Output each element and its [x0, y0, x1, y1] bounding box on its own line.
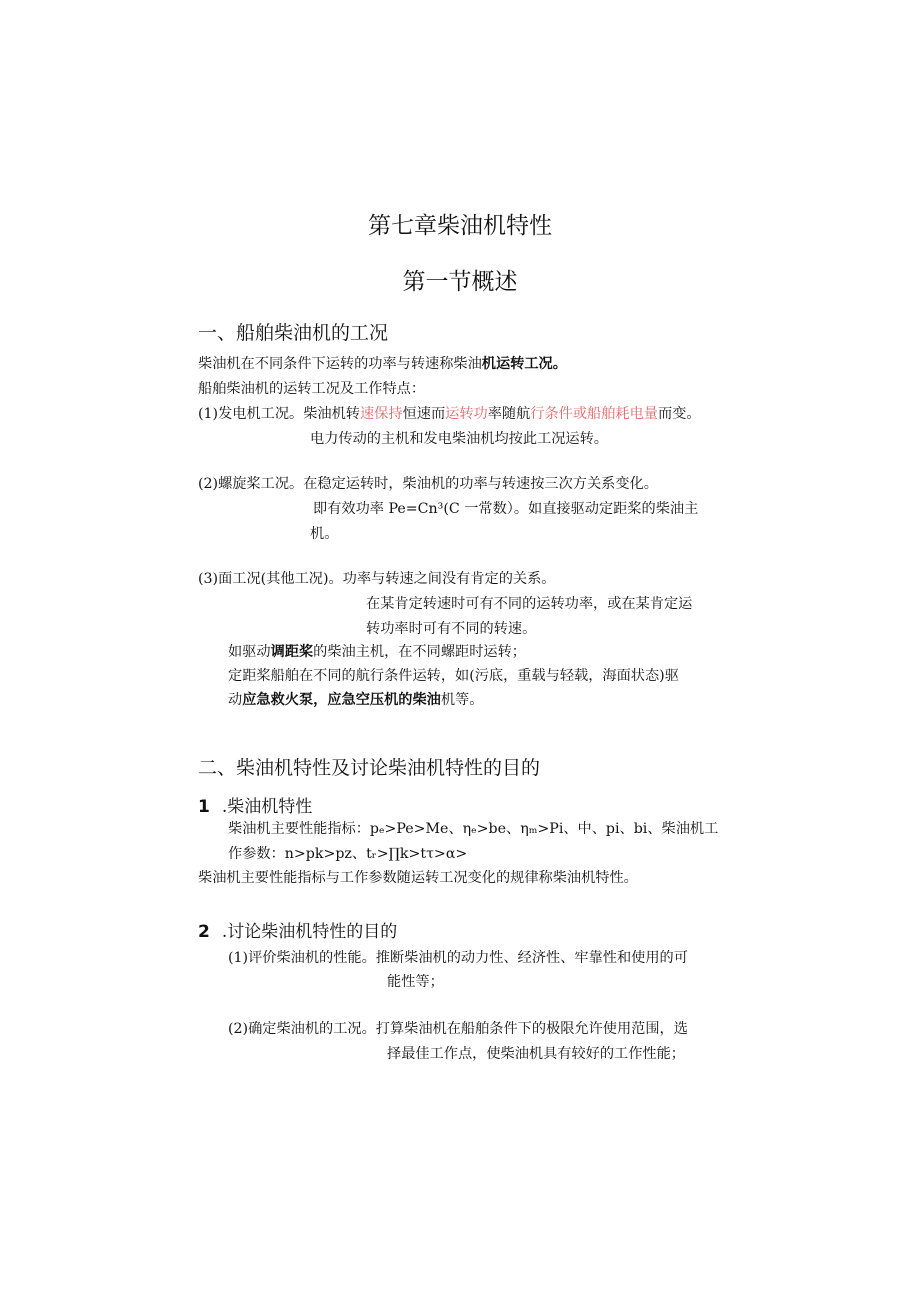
item3-line4-a: 如驱动 — [228, 644, 271, 660]
sub2-item2-line2: 择最佳工作点，使柴油机具有较好的工作性能； — [387, 1046, 685, 1062]
part1-heading: 一、船舶柴油机的工况 — [198, 322, 389, 344]
sub2-number: 2 — [198, 922, 210, 942]
item3-line6 — [228, 688, 483, 713]
item3-line6-b: 机等。 — [440, 692, 484, 708]
sub1-line3: 柴油机主要性能指标与工作参数随运转工况变化的规律称柴油机特性。 — [198, 870, 638, 886]
item1-line2: 电力传动的主机和发电柴油机均按此工况运转。 — [310, 431, 608, 447]
item1-text-d: 而变。 — [658, 406, 701, 422]
sub1-number: 1 — [198, 797, 210, 817]
intro-normal: 柴油机在不同条件下运转的功率与转速称柴油 — [198, 356, 482, 372]
item3-line2: 在某肯定转速时可有不同的运转功率，或在某肯定运 — [366, 596, 693, 612]
item3-line1: (3)面工况(其他工况)。功率与转速之间没有肯定的关系。 — [198, 571, 556, 587]
item3-line5: 定距桨船舶在不同的航行条件运转，如(污底，重载与轻载，海面状态)驱 — [228, 668, 679, 684]
item2-line1: (2)螺旋桨工况。在稳定运转时，柴油机的功率与转速按三次方关系变化。 — [198, 476, 658, 492]
item1-text-c: 率随航 — [487, 406, 531, 422]
chapter-title: 第七章柴油机特性 — [368, 213, 552, 239]
item1-text-b: 恒速而 — [402, 406, 446, 422]
sub2-item1-line2: 能性等； — [387, 974, 444, 990]
item3-line6-bold: 应急救火泵，应急空压机的柴油 — [242, 692, 441, 708]
item3-line3: 转功率时可有不同的转速。 — [366, 621, 537, 637]
item3-line6-a: 动 — [228, 692, 243, 708]
sub2-title: .讨论柴油机特性的目的 — [221, 922, 398, 942]
item1-text-a: (1)发电机工况。柴油机转 — [198, 406, 360, 422]
item3-line4-bold: 调距桨 — [270, 644, 314, 660]
item1-line1 — [198, 402, 701, 427]
sub1-line2: 作参数：n>pk>pz、tᵣ>∏k>tτ>α> — [228, 846, 468, 862]
item1-red-3: 行条件或船舶耗电量 — [530, 406, 658, 422]
sub2-item2-line1: (2)确定柴油机的工况。打算柴油机在船舶条件下的极限允许使用范围，选 — [228, 1021, 688, 1037]
item3-line4-b: 的柴油主机，在不同螺距时运转； — [313, 644, 526, 660]
sub1-title: .柴油机特性 — [221, 797, 313, 817]
sub2-heading — [198, 917, 397, 942]
part2-heading: 二、柴油机特性及讨论柴油机特性的目的 — [198, 757, 541, 779]
features-line: 船舶柴油机的运转工况及工作特点： — [198, 381, 426, 397]
item1-red-2: 运转功 — [445, 406, 488, 422]
intro-bold: 机运转工况。 — [481, 356, 567, 372]
item2-line3: 机。 — [310, 526, 339, 542]
item2-line2: 即有效功率 Pe=Cn³(C 一常数）。如直接驱动定距桨的柴油主 — [313, 501, 699, 517]
item1-red-1: 速保持 — [359, 406, 403, 422]
section-title: 第一节概述 — [402, 269, 518, 295]
item3-line4 — [228, 640, 526, 665]
sub1-line1: 柴油机主要性能指标：pₑ>Pe>Me、ηₑ>be、ηₘ>Pi、中、pi、bi、柴油机工 — [228, 821, 719, 837]
sub1-heading — [198, 792, 312, 817]
sub2-item1-line1: (1)评价柴油机的性能。推断柴油机的动力性、经济性、牢靠性和使用的可 — [228, 950, 688, 966]
intro-line — [198, 352, 567, 377]
